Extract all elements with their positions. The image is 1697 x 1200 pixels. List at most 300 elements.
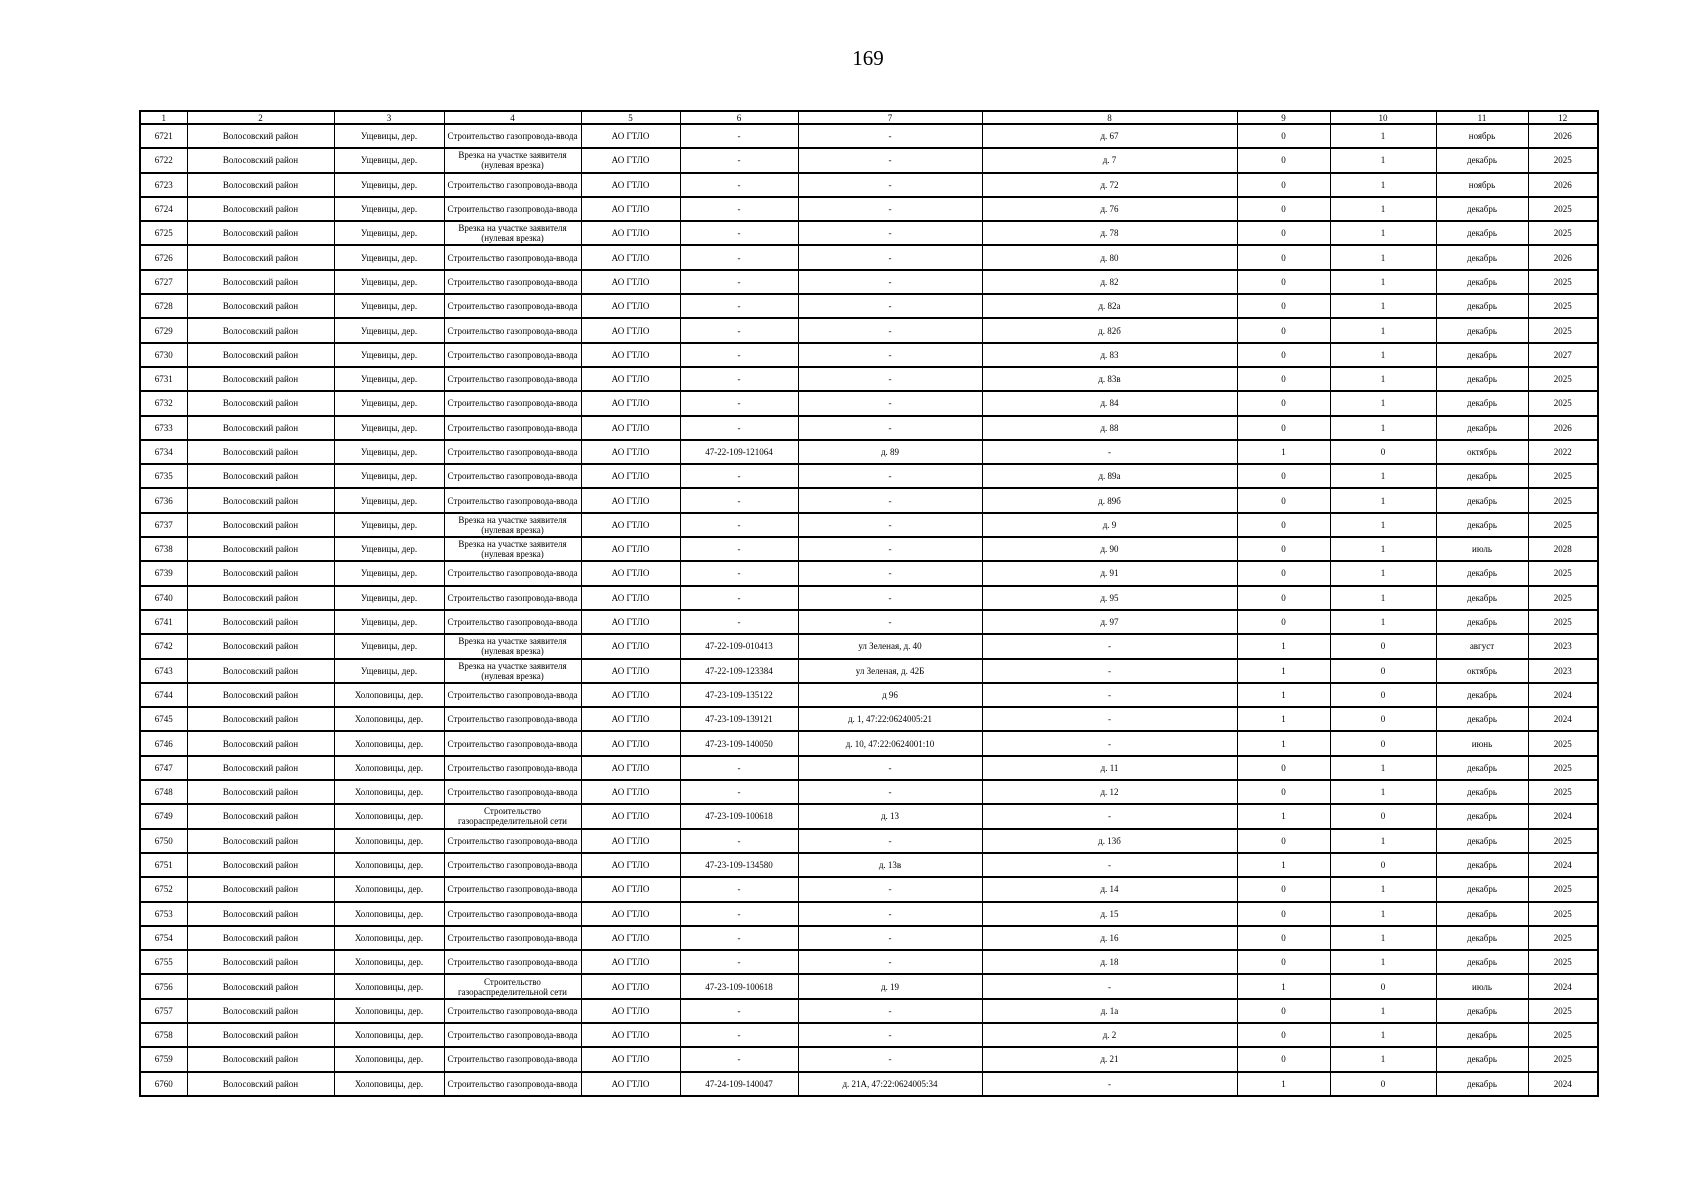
table-cell: 2026 [1528, 173, 1598, 197]
table-cell: 2024 [1528, 707, 1598, 731]
table-row [140, 780, 1598, 804]
table-cell: 1 [1330, 756, 1436, 780]
table-cell: - [680, 391, 798, 415]
table-cell: 0 [1237, 877, 1330, 901]
table-cell: Волосовский район [187, 537, 334, 561]
table-cell: Холоповицы, дер. [334, 1047, 444, 1071]
table-cell: АО ГТЛО [581, 464, 680, 488]
table-cell: Строительство газопровода-ввода [444, 902, 581, 926]
table-cell: 2025 [1528, 464, 1598, 488]
table-row [140, 1047, 1598, 1071]
table-cell: - [798, 950, 982, 974]
table-cell: - [680, 270, 798, 294]
table-cell: Ущевицы, дер. [334, 659, 444, 683]
table-cell: Холоповицы, дер. [334, 731, 444, 755]
table-cell: 2025 [1528, 367, 1598, 391]
table-cell: 1 [1330, 173, 1436, 197]
table-cell: АО ГТЛО [581, 853, 680, 877]
header-row [140, 111, 1598, 124]
table-cell: Ущевицы, дер. [334, 537, 444, 561]
table-cell: декабрь [1436, 926, 1528, 950]
table-cell: 1 [1330, 1023, 1436, 1047]
column-header: 7 [798, 111, 982, 124]
table-cell: Ущевицы, дер. [334, 124, 444, 148]
table-cell: - [798, 561, 982, 585]
table-cell: Волосовский район [187, 488, 334, 512]
table-cell: Ущевицы, дер. [334, 513, 444, 537]
table-cell: Строительство газопровода-ввода [444, 756, 581, 780]
table-cell: Ущевицы, дер. [334, 173, 444, 197]
table-cell: 2025 [1528, 731, 1598, 755]
table-cell: Волосовский район [187, 513, 334, 537]
table-cell: 2027 [1528, 343, 1598, 367]
table-row [140, 756, 1598, 780]
table-cell: - [798, 245, 982, 269]
table-cell: д. 88 [982, 416, 1237, 440]
table-cell: АО ГТЛО [581, 367, 680, 391]
table-row [140, 343, 1598, 367]
table-cell: 2025 [1528, 318, 1598, 342]
table-cell: декабрь [1436, 999, 1528, 1023]
table-cell: Волосовский район [187, 902, 334, 926]
table-cell: 6751 [140, 853, 187, 877]
table-cell: Строительство газопровода-ввода [444, 391, 581, 415]
table-row [140, 537, 1598, 561]
table-cell: АО ГТЛО [581, 270, 680, 294]
table-cell: август [1436, 634, 1528, 658]
table-cell: 0 [1330, 853, 1436, 877]
table-cell: июль [1436, 974, 1528, 998]
page-number: 169 [852, 46, 884, 70]
table-cell: декабрь [1436, 586, 1528, 610]
table-cell: 2026 [1528, 416, 1598, 440]
table-cell: 0 [1237, 756, 1330, 780]
table-cell: Ущевицы, дер. [334, 561, 444, 585]
table-cell: Ущевицы, дер. [334, 270, 444, 294]
table-cell: Строительство газопровода-ввода [444, 464, 581, 488]
table-cell: АО ГТЛО [581, 440, 680, 464]
table-cell: 6759 [140, 1047, 187, 1071]
table-cell: 2025 [1528, 391, 1598, 415]
table-cell: - [798, 124, 982, 148]
table-cell: 0 [1237, 926, 1330, 950]
table-cell: 0 [1237, 999, 1330, 1023]
table-cell: 2025 [1528, 902, 1598, 926]
table-cell: Волосовский район [187, 877, 334, 901]
table-cell: 47-23-109-135122 [680, 683, 798, 707]
table-cell: декабрь [1436, 488, 1528, 512]
table-cell: Холоповицы, дер. [334, 829, 444, 853]
table-cell: Строительство газопровода-ввода [444, 1047, 581, 1071]
table-cell: Строительство газопровода-ввода [444, 683, 581, 707]
table-cell: д. 9 [982, 513, 1237, 537]
table-row [140, 634, 1598, 658]
column-header: 1 [140, 111, 187, 124]
table-cell: д. 1а [982, 999, 1237, 1023]
table-cell: д. 82а [982, 294, 1237, 318]
table-row [140, 124, 1598, 148]
table-cell: 6754 [140, 926, 187, 950]
table-cell: Строительство газопровода-ввода [444, 731, 581, 755]
table-cell: АО ГТЛО [581, 902, 680, 926]
table-cell: 0 [1237, 391, 1330, 415]
table-cell: Строительство газопровода-ввода [444, 1072, 581, 1096]
column-header: 3 [334, 111, 444, 124]
table-cell: декабрь [1436, 561, 1528, 585]
table-cell: - [982, 731, 1237, 755]
table-cell: - [798, 318, 982, 342]
table-cell: АО ГТЛО [581, 173, 680, 197]
table-cell: 2025 [1528, 561, 1598, 585]
table-cell: Строительство газопровода-ввода [444, 343, 581, 367]
table-cell: Холоповицы, дер. [334, 877, 444, 901]
table-cell: Ущевицы, дер. [334, 488, 444, 512]
table-cell: - [798, 391, 982, 415]
table-cell: - [798, 197, 982, 221]
table-cell: Строительство газопровода-ввода [444, 1023, 581, 1047]
table-cell: - [798, 173, 982, 197]
table-cell: Волосовский район [187, 974, 334, 998]
table-row [140, 804, 1598, 828]
table-cell: д. 89б [982, 488, 1237, 512]
table-cell: д. 89а [982, 464, 1237, 488]
table-cell: Ущевицы, дер. [334, 391, 444, 415]
table-cell: Врезка на участке заявителя (нулевая врезка) [444, 221, 581, 245]
table-row [140, 974, 1598, 998]
table-cell: д. 82б [982, 318, 1237, 342]
table-cell: 2025 [1528, 148, 1598, 172]
table-cell: АО ГТЛО [581, 513, 680, 537]
table-cell: - [680, 318, 798, 342]
column-header: 11 [1436, 111, 1528, 124]
table-cell: 1 [1330, 586, 1436, 610]
table-row [140, 829, 1598, 853]
table-cell: д. 90 [982, 537, 1237, 561]
table-cell: 2025 [1528, 221, 1598, 245]
table-cell: 2025 [1528, 586, 1598, 610]
table-cell: 6733 [140, 416, 187, 440]
table-cell: д. 21 [982, 1047, 1237, 1071]
table-row [140, 464, 1598, 488]
table-cell: - [798, 148, 982, 172]
table-cell: Волосовский район [187, 440, 334, 464]
table-cell: АО ГТЛО [581, 634, 680, 658]
table-cell: июнь [1436, 731, 1528, 755]
table-cell: Волосовский район [187, 561, 334, 585]
table-cell: 1 [1330, 926, 1436, 950]
table-cell: - [680, 245, 798, 269]
table-cell: Строительство газопровода-ввода [444, 294, 581, 318]
table-cell: 0 [1237, 780, 1330, 804]
table-cell: - [680, 1047, 798, 1071]
table-row [140, 659, 1598, 683]
table-cell: АО ГТЛО [581, 683, 680, 707]
table-cell: 6757 [140, 999, 187, 1023]
table-cell: Волосовский район [187, 804, 334, 828]
table-cell: Волосовский район [187, 634, 334, 658]
table-cell: 2025 [1528, 756, 1598, 780]
table-cell: - [680, 513, 798, 537]
table-cell: 6752 [140, 877, 187, 901]
table-cell: декабрь [1436, 877, 1528, 901]
table-cell: 1 [1237, 707, 1330, 731]
table-row [140, 853, 1598, 877]
table-cell: д. 78 [982, 221, 1237, 245]
table-row [140, 173, 1598, 197]
table-cell: АО ГТЛО [581, 488, 680, 512]
table-cell: - [680, 221, 798, 245]
table-cell: - [798, 343, 982, 367]
table-cell: Строительство газопровода-ввода [444, 780, 581, 804]
table-cell: - [982, 1072, 1237, 1096]
table-cell: 0 [1237, 343, 1330, 367]
column-header: 12 [1528, 111, 1598, 124]
table-cell: 6741 [140, 610, 187, 634]
table-cell: Холоповицы, дер. [334, 1072, 444, 1096]
table-cell: 0 [1237, 245, 1330, 269]
table-cell: Волосовский район [187, 999, 334, 1023]
table-cell: - [680, 1023, 798, 1047]
table-cell: Волосовский район [187, 270, 334, 294]
table-cell: Строительство газопровода-ввода [444, 853, 581, 877]
table-cell: 1 [1330, 294, 1436, 318]
table-cell: 47-23-109-100618 [680, 974, 798, 998]
table-cell: Строительство газопровода-ввода [444, 318, 581, 342]
table-cell: 6730 [140, 343, 187, 367]
table-cell: - [680, 950, 798, 974]
table-cell: д. 13 [798, 804, 982, 828]
table-cell: 47-22-109-010413 [680, 634, 798, 658]
table-cell: д. 83в [982, 367, 1237, 391]
table-cell: АО ГТЛО [581, 877, 680, 901]
table-cell: Волосовский район [187, 756, 334, 780]
table-cell: 0 [1330, 707, 1436, 731]
table-cell: 2026 [1528, 245, 1598, 269]
table-cell: ноябрь [1436, 173, 1528, 197]
table-cell: 6731 [140, 367, 187, 391]
table-cell: Волосовский район [187, 659, 334, 683]
table-cell: - [798, 294, 982, 318]
table-cell: 2024 [1528, 974, 1598, 998]
table-cell: - [680, 367, 798, 391]
table-cell: АО ГТЛО [581, 586, 680, 610]
table-cell: Волосовский район [187, 1047, 334, 1071]
table-cell: 1 [1330, 1047, 1436, 1071]
table-cell: 0 [1237, 610, 1330, 634]
table-cell: 2028 [1528, 537, 1598, 561]
table-cell: Холоповицы, дер. [334, 950, 444, 974]
table-cell: - [982, 440, 1237, 464]
table-cell: 2025 [1528, 999, 1598, 1023]
table-cell: 1 [1237, 634, 1330, 658]
table-cell: 6742 [140, 634, 187, 658]
column-header: 4 [444, 111, 581, 124]
table-cell: Ущевицы, дер. [334, 294, 444, 318]
table-cell: 2025 [1528, 926, 1598, 950]
table-cell: Строительство газопровода-ввода [444, 561, 581, 585]
table-cell: д. 19 [798, 974, 982, 998]
table-cell: Строительство газопровода-ввода [444, 124, 581, 148]
table-cell: 6747 [140, 756, 187, 780]
table-cell: 0 [1330, 1072, 1436, 1096]
table-cell: декабрь [1436, 391, 1528, 415]
table-cell: 0 [1237, 1047, 1330, 1071]
table-cell: декабрь [1436, 294, 1528, 318]
table-row [140, 586, 1598, 610]
table-cell: д. 91 [982, 561, 1237, 585]
table-cell: Строительство газопровода-ввода [444, 440, 581, 464]
table-cell: Ущевицы, дер. [334, 464, 444, 488]
table-cell: 2025 [1528, 488, 1598, 512]
table-cell: 6732 [140, 391, 187, 415]
table-cell: 1 [1330, 610, 1436, 634]
table-cell: 6728 [140, 294, 187, 318]
table-cell: - [798, 367, 982, 391]
table-cell: 2025 [1528, 294, 1598, 318]
table-cell: - [798, 926, 982, 950]
table-cell: ул Зеленая, д. 40 [798, 634, 982, 658]
table-cell: октябрь [1436, 440, 1528, 464]
table-cell: 2025 [1528, 610, 1598, 634]
table-cell: Ущевицы, дер. [334, 634, 444, 658]
table-cell: - [982, 683, 1237, 707]
table-cell: 0 [1330, 440, 1436, 464]
table-row [140, 221, 1598, 245]
table-cell: Волосовский район [187, 1072, 334, 1096]
table-cell: д. 1, 47:22:0624005:21 [798, 707, 982, 731]
table-cell: 2024 [1528, 1072, 1598, 1096]
table-cell: Волосовский район [187, 950, 334, 974]
table-cell: 2025 [1528, 270, 1598, 294]
table-cell: Холоповицы, дер. [334, 707, 444, 731]
table-cell: 0 [1237, 829, 1330, 853]
table-cell: 6723 [140, 173, 187, 197]
table-cell: АО ГТЛО [581, 756, 680, 780]
table-cell: декабрь [1436, 902, 1528, 926]
table-cell: Волосовский район [187, 148, 334, 172]
gas-connection-table [139, 110, 1599, 1097]
table-cell: 0 [1237, 318, 1330, 342]
table-cell: декабрь [1436, 610, 1528, 634]
table-cell: д 96 [798, 683, 982, 707]
table-cell: Волосовский район [187, 586, 334, 610]
table-cell: - [982, 707, 1237, 731]
table-cell: АО ГТЛО [581, 343, 680, 367]
table-cell: д. 14 [982, 877, 1237, 901]
table-cell: 1 [1330, 999, 1436, 1023]
table-cell: ул Зеленая, д. 42Б [798, 659, 982, 683]
table-cell: Холоповицы, дер. [334, 756, 444, 780]
table-cell: д. 84 [982, 391, 1237, 415]
table-cell: АО ГТЛО [581, 950, 680, 974]
table-cell: 1 [1237, 804, 1330, 828]
table-cell: - [982, 634, 1237, 658]
table-cell: д. 11 [982, 756, 1237, 780]
table-cell: Строительство газопровода-ввода [444, 707, 581, 731]
table-cell: - [798, 488, 982, 512]
table-cell: 2022 [1528, 440, 1598, 464]
table-cell: Волосовский район [187, 1023, 334, 1047]
table-cell: - [982, 804, 1237, 828]
table-row [140, 683, 1598, 707]
table-cell: декабрь [1436, 221, 1528, 245]
table-cell: д. 83 [982, 343, 1237, 367]
table-cell: Волосовский район [187, 367, 334, 391]
table-cell: АО ГТЛО [581, 731, 680, 755]
table-cell: декабрь [1436, 756, 1528, 780]
table-row [140, 416, 1598, 440]
table-cell: Строительство газопровода-ввода [444, 173, 581, 197]
table-cell: Врезка на участке заявителя (нулевая врезка) [444, 148, 581, 172]
table-cell: 1 [1330, 416, 1436, 440]
table-cell: д. 76 [982, 197, 1237, 221]
table-cell: 6739 [140, 561, 187, 585]
table-cell: д. 12 [982, 780, 1237, 804]
table-row [140, 926, 1598, 950]
table-cell: 0 [1237, 902, 1330, 926]
table-cell: 47-22-109-123384 [680, 659, 798, 683]
table-cell: 0 [1237, 488, 1330, 512]
table-cell: 0 [1237, 1023, 1330, 1047]
table-cell: д. 16 [982, 926, 1237, 950]
table-cell: Строительство газопровода-ввода [444, 829, 581, 853]
table-cell: 1 [1330, 902, 1436, 926]
table-cell: 0 [1237, 416, 1330, 440]
table-cell: Строительство газопровода-ввода [444, 586, 581, 610]
table-cell: - [680, 416, 798, 440]
table-cell: 47-23-109-139121 [680, 707, 798, 731]
table-cell: 2025 [1528, 1023, 1598, 1047]
column-header: 9 [1237, 111, 1330, 124]
table-cell: 0 [1237, 173, 1330, 197]
table-cell: - [798, 270, 982, 294]
table-cell: Волосовский район [187, 464, 334, 488]
table-cell: Волосовский район [187, 416, 334, 440]
table-cell: декабрь [1436, 464, 1528, 488]
table-cell: - [680, 561, 798, 585]
table-cell: 0 [1237, 537, 1330, 561]
table-cell: АО ГТЛО [581, 659, 680, 683]
table-cell: 2024 [1528, 683, 1598, 707]
table-cell: ноябрь [1436, 124, 1528, 148]
table-row [140, 440, 1598, 464]
table-cell: декабрь [1436, 683, 1528, 707]
table-cell: - [798, 610, 982, 634]
table-cell: 1 [1330, 270, 1436, 294]
table-cell: 6722 [140, 148, 187, 172]
table-cell: 6749 [140, 804, 187, 828]
table-cell: - [798, 877, 982, 901]
table-cell: декабрь [1436, 367, 1528, 391]
table-cell: 2025 [1528, 829, 1598, 853]
table-cell: - [680, 294, 798, 318]
table-cell: 1 [1237, 440, 1330, 464]
table-cell: 2025 [1528, 950, 1598, 974]
table-cell: 0 [1237, 221, 1330, 245]
table-cell: 1 [1330, 877, 1436, 901]
table-cell: Волосовский район [187, 707, 334, 731]
table-row [140, 391, 1598, 415]
table-cell: Строительство газопровода-ввода [444, 367, 581, 391]
table-cell: 1 [1330, 318, 1436, 342]
table-cell: 1 [1330, 829, 1436, 853]
table-cell: декабрь [1436, 197, 1528, 221]
table-cell: 0 [1237, 367, 1330, 391]
table-cell: АО ГТЛО [581, 1047, 680, 1071]
table-cell: 1 [1330, 950, 1436, 974]
table-cell: 2026 [1528, 124, 1598, 148]
table-row [140, 902, 1598, 926]
